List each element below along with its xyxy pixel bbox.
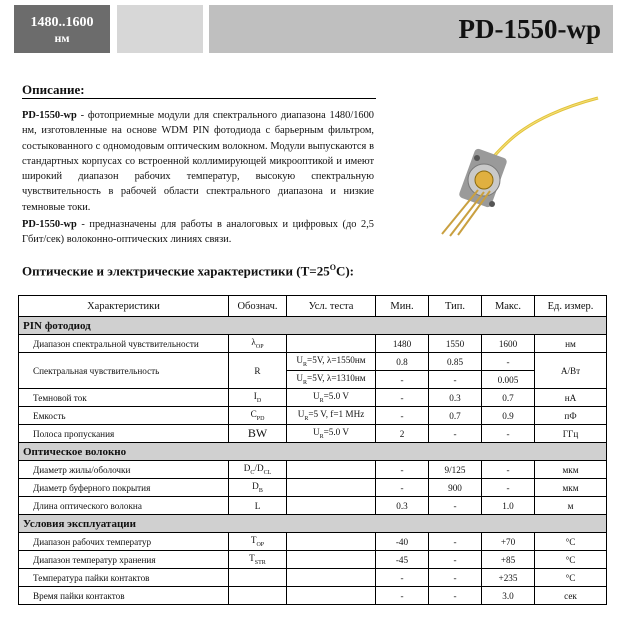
model-name: PD-1550-wp (22, 110, 77, 121)
col-header: Тип. (429, 296, 482, 317)
unit: нА (535, 389, 607, 407)
unit: °C (535, 551, 607, 569)
param-symbol: BW (229, 425, 287, 443)
cond-sub: R (304, 415, 309, 422)
typ-value: 900 (429, 479, 482, 497)
symbol-main: T (249, 553, 255, 564)
table-row (19, 407, 607, 425)
unit: нм (535, 335, 607, 353)
header-spacer (117, 5, 203, 53)
min-value: - (376, 479, 429, 497)
param-name: Спектральная чувствительность (19, 353, 229, 389)
param-name: Длина оптического волокна (19, 497, 229, 515)
symbol-main: /D (254, 463, 264, 474)
min-value: -40 (376, 533, 429, 551)
symbol-sub: STR (254, 559, 266, 566)
max-value: 1.0 (482, 497, 535, 515)
param-name: Темновой ток (19, 389, 229, 407)
typ-value: 0.3 (429, 389, 482, 407)
symbol-main: I (253, 391, 257, 402)
paragraph-text: - фотоприемные модули для спектрального диапазона 1480/1600 нм, изготовленные на основе WDM PIN фотодиода с барьерным фильтром, состыкованного с одномодовым оптическим волокном. Модули выпускаются в стандартных корпусах со встроенной коллимирующей микрооптикой и имеют широкий диапазон рабочих температур, высокую спектральную чувствительность в рабочей области спектрального диапазона и низкие темновые токи. (22, 110, 374, 213)
cond-sub: R (319, 397, 324, 404)
table-row (19, 479, 607, 497)
description-paragraph-2 (22, 217, 374, 248)
param-symbol (229, 389, 287, 407)
test-condition (287, 551, 376, 569)
module-cap (475, 171, 493, 189)
specs-title-sup: O (329, 263, 336, 272)
model-box (209, 5, 613, 53)
max-value: +85 (482, 551, 535, 569)
cond-sub: R (303, 379, 308, 386)
min-value: - (376, 587, 429, 605)
typ-value: 9/125 (429, 461, 482, 479)
param-symbol (229, 551, 287, 569)
param-symbol (229, 407, 287, 425)
test-condition (287, 497, 376, 515)
param-name: Диапазон температур хранения (19, 551, 229, 569)
test-condition (287, 461, 376, 479)
min-value: 1480 (376, 335, 429, 353)
table-row (19, 533, 607, 551)
col-header: Ед. измер. (535, 296, 607, 317)
table-row (19, 587, 607, 605)
min-value: - (376, 407, 429, 425)
typ-value: 0.7 (429, 407, 482, 425)
cond-rest: =5.0 V (323, 391, 350, 402)
symbol-sub: C (250, 469, 255, 476)
description-text (22, 108, 374, 250)
min-value: - (376, 461, 429, 479)
max-value: +235 (482, 569, 535, 587)
table-row (19, 551, 607, 569)
param-symbol: L (229, 497, 287, 515)
max-value: 1600 (482, 335, 535, 353)
typ-value: 0.85 (429, 353, 482, 371)
unit: мкм (535, 479, 607, 497)
symbol-main: T (250, 535, 257, 546)
param-name: Диаметр жилы/оболочки (19, 461, 229, 479)
table-row (19, 569, 607, 587)
section-row (19, 443, 607, 461)
max-value: - (482, 479, 535, 497)
unit: м (535, 497, 607, 515)
cond-main: U (297, 409, 305, 420)
description-title: Описание: (22, 82, 85, 97)
col-header: Мин. (376, 296, 429, 317)
symbol-main: D (243, 463, 251, 474)
cond-rest: =5.0 V (323, 427, 350, 438)
max-value: +70 (482, 533, 535, 551)
param-name: Диапазон спектральной чувствительности (19, 335, 229, 353)
max-value: 0.9 (482, 407, 535, 425)
fiber-pigtail (488, 98, 598, 164)
symbol-sub: B (258, 487, 263, 494)
unit: А/Вт (535, 353, 607, 389)
test-condition (287, 353, 376, 371)
test-condition (287, 407, 376, 425)
min-value: - (376, 389, 429, 407)
typ-value: - (429, 587, 482, 605)
cond-rest: =5 V, f=1 MHz (308, 409, 365, 420)
unit: °C (535, 569, 607, 587)
symbol-sub: CL (263, 469, 272, 476)
unit: мкм (535, 461, 607, 479)
table-row (19, 497, 607, 515)
param-symbol (229, 461, 287, 479)
test-condition (287, 479, 376, 497)
test-condition (287, 587, 376, 605)
cond-rest: =5V, λ=1310нм (307, 373, 366, 384)
test-condition (287, 371, 376, 389)
typ-value: 1550 (429, 335, 482, 353)
param-name: Диаметр буферного покрытия (19, 479, 229, 497)
paragraph-text: - предназначены для работы в аналоговых и цифровых (до 2,5 Гбит/сек) волоконно-оптических линиях связи. (22, 219, 374, 246)
symbol-main: λ (251, 337, 256, 348)
symbol-sub: PD (256, 415, 265, 422)
lead-pin (442, 190, 478, 234)
typ-value: - (429, 371, 482, 389)
specs-title (22, 263, 354, 279)
cond-main: U (296, 373, 304, 384)
param-name: Диапазон рабочих температур (19, 533, 229, 551)
section-row (19, 515, 607, 533)
param-name: Температура пайки контактов (19, 569, 229, 587)
test-condition (287, 425, 376, 443)
model-title: PD-1550-wp (458, 14, 601, 44)
typ-value: - (429, 497, 482, 515)
section-title: PIN фотодиод (19, 317, 607, 335)
specs-title-suffix: C): (335, 263, 354, 279)
max-value: - (482, 353, 535, 371)
cond-rest: =5V, λ=1550нм (307, 355, 366, 366)
unit: ГГц (535, 425, 607, 443)
product-photo (402, 92, 602, 242)
unit: пФ (535, 407, 607, 425)
max-value: 0.7 (482, 389, 535, 407)
description-divider (22, 98, 376, 99)
table-row (19, 335, 607, 353)
param-name: Полоса пропускания (19, 425, 229, 443)
param-symbol (229, 335, 287, 353)
param-symbol (229, 569, 287, 587)
col-header: Характеристики (19, 296, 229, 317)
cond-main: U (312, 391, 320, 402)
table-row (19, 389, 607, 407)
test-condition (287, 335, 376, 353)
section-row (19, 317, 607, 335)
min-value: - (376, 371, 429, 389)
typ-value: - (429, 551, 482, 569)
table-header-row (19, 296, 607, 317)
min-value: 2 (376, 425, 429, 443)
symbol-sub: D (256, 397, 262, 404)
wavelength-range: 1480..1600 (30, 15, 94, 30)
min-value: 0.8 (376, 353, 429, 371)
table-row (19, 353, 607, 371)
cond-sub: R (319, 433, 324, 440)
col-header: Усл. теста (287, 296, 376, 317)
specs-table (18, 295, 607, 605)
max-value: - (482, 461, 535, 479)
section-title: Условия эксплуатации (19, 515, 607, 533)
col-header: Обознач. (229, 296, 287, 317)
model-name: PD-1550-wp (22, 219, 77, 231)
cond-main: U (296, 355, 304, 366)
param-symbol (229, 479, 287, 497)
section-title: Оптическое волокно (19, 443, 607, 461)
specs-title-prefix: Оптические и электрические характеристики (T=25 (22, 263, 330, 279)
param-name: Время пайки контактов (19, 587, 229, 605)
table-row (19, 425, 607, 443)
test-condition (287, 389, 376, 407)
typ-value: - (429, 425, 482, 443)
typ-value: - (429, 533, 482, 551)
cond-main: U (312, 427, 320, 438)
symbol-main: D (252, 481, 259, 492)
max-value: - (482, 425, 535, 443)
param-name: Емкость (19, 407, 229, 425)
unit: сек (535, 587, 607, 605)
min-value: -45 (376, 551, 429, 569)
symbol-main: C (250, 409, 257, 420)
param-symbol (229, 587, 287, 605)
min-value: 0.3 (376, 497, 429, 515)
description-paragraph-1 (22, 108, 374, 215)
param-symbol: R (229, 353, 287, 389)
col-header: Макс. (482, 296, 535, 317)
symbol-sub: OP (255, 343, 264, 350)
test-condition (287, 533, 376, 551)
typ-value: - (429, 569, 482, 587)
header-banner (14, 5, 613, 53)
table-row (19, 461, 607, 479)
wavelength-unit: нм (54, 31, 70, 45)
symbol-sub: OP (256, 541, 265, 548)
max-value: 0.005 (482, 371, 535, 389)
unit: °C (535, 533, 607, 551)
min-value: - (376, 569, 429, 587)
wavelength-box (14, 5, 110, 53)
max-value: 3.0 (482, 587, 535, 605)
param-symbol (229, 533, 287, 551)
cond-sub: R (303, 361, 308, 368)
test-condition (287, 569, 376, 587)
